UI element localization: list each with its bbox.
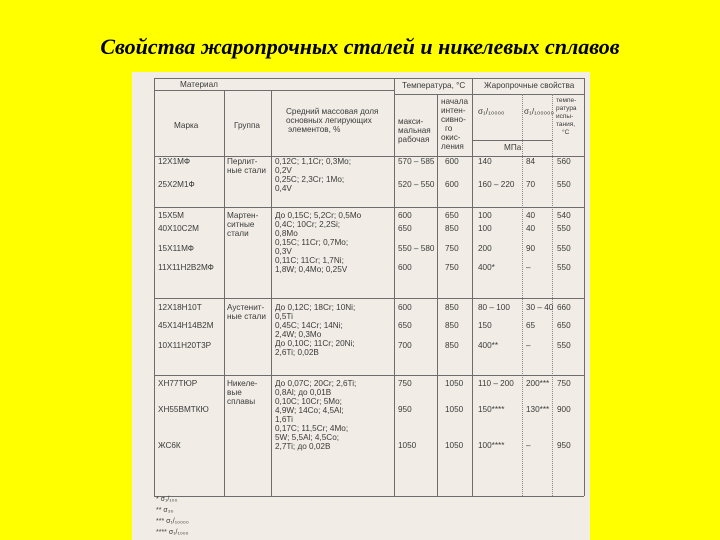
composition-cell: 2,6Ti; 0,02B [275,348,319,357]
value-cell: 1050 [445,405,464,414]
table-border-bottom [154,496,584,497]
value-cell: 90 [526,244,536,253]
value-cell: 660 [557,303,571,312]
value-cell: 850 [445,224,459,233]
value-cell: 650 [557,321,571,330]
value-cell: 560 [557,157,571,166]
table-material-line [154,90,394,91]
value-cell: 70 [526,180,536,189]
composition-cell: 0,17С; 11,5Cr; 4Mo; [275,424,349,433]
header-testtemp-2: ратура [556,105,577,112]
composition-cell: 0,3V [275,247,292,256]
header-oxidation-3: сивно- [441,115,466,124]
composition-cell: 0,15С; 11Cr; 0,7Mo; [275,238,349,247]
value-cell: 750 [445,263,459,272]
composition-cell: До 0,12С; 18Cr; 10Ni; [275,303,356,312]
value-cell: 200 [478,244,492,253]
header-group: Группа [234,121,260,130]
value-cell: 80 – 100 [478,303,510,312]
value-cell: 850 [445,341,459,350]
header-grade: Марка [174,121,199,130]
header-maxtemp-1: макси- [398,117,424,126]
header-composition-2: основных легирующих [286,116,372,125]
value-cell: 550 [557,263,571,272]
value-cell: 650 [398,321,412,330]
value-cell: 1050 [445,379,464,388]
group-cell: Перлит- [227,157,258,166]
footnote: ** σ₃₀ [156,507,174,514]
value-cell: 900 [557,405,571,414]
footnote: *** σ₁/₁₀₀₀₀ [156,518,189,525]
grade-cell: 12Х1МФ [158,157,191,166]
header-testtemp-4: тания, [556,121,576,128]
value-cell: 550 [557,341,571,350]
table-border-right [584,78,585,496]
composition-cell: 1,6Ti [275,415,293,424]
value-cell: 600 [445,180,459,189]
group-cell: Никеле- [227,379,258,388]
value-cell: 650 [398,224,412,233]
header-oxidation-4: го [445,124,453,133]
value-cell: 700 [398,341,412,350]
composition-cell: 0,2V [275,166,292,175]
header-composition-3: элементов, % [288,125,341,134]
composition-cell: 5W; 5,5Al; 4,5Co; [275,433,340,442]
composition-cell: 0,12С; 1,1Cr; 0,3Mo; [275,157,351,166]
value-cell: 1050 [398,441,417,450]
value-cell: 550 – 580 [398,244,435,253]
page-title: Свойства жаропрочных сталей и никелевых сплавов [100,34,620,59]
table-subheader-line [394,94,584,95]
group-cell: Мартен- [227,211,259,220]
header-properties: Жаропрочные свойства [484,81,575,90]
grade-cell: 11Х11Н2В2МФ [158,263,214,272]
group-cell: ные стали [227,312,266,321]
table-border-left [154,78,155,496]
value-cell: 950 [557,441,571,450]
value-cell: 100**** [478,441,505,450]
grade-cell: 40Х10С2М [158,224,199,233]
composition-cell: 2,4W; 0,3Mo [275,330,322,339]
header-composition-1: Средний массовая доля [286,107,379,116]
value-cell: 600 [398,211,412,220]
value-cell: 850 [445,321,459,330]
header-maxtemp-2: мальная [398,126,431,135]
composition-cell: 0,4V [275,184,292,193]
composition-cell: До 0,10С; 11Cr; 20Ni; [275,339,355,348]
group-cell: стали [227,229,249,238]
value-cell: 40 [526,211,536,220]
composition-cell: 2,7Ti; до 0,02B [275,442,331,451]
value-cell: 100 [478,224,492,233]
group-cell: сплавы [227,397,256,406]
composition-cell: 0,11С; 11Cr; 1,7Ni; [275,256,344,265]
value-cell: 1050 [445,441,464,450]
header-temperature: Температура, °С [402,81,466,90]
value-cell: 850 [445,303,459,312]
composition-cell: 0,8Mo [275,229,298,238]
value-cell: 600 [445,157,459,166]
value-cell: 150**** [478,405,505,414]
composition-cell: 0,5Ti [275,312,293,321]
col-divider-maxtemp [437,94,438,496]
value-cell: 750 [557,379,571,388]
group-cell: ситные [227,220,255,229]
header-testtemp-3: испы- [556,113,574,120]
header-oxidation-1: начала [441,97,469,106]
col-divider-group [271,90,272,496]
mpa-line [472,140,552,141]
value-cell: 550 [557,224,571,233]
composition-cell: 0,45С; 14Cr; 14Ni; [275,321,343,330]
composition-cell: 4,9W; 14Co; 4,5Al; [275,406,344,415]
grade-cell: 15Х11МФ [158,244,195,253]
value-cell: 400* [478,263,495,272]
value-cell: 600 [398,263,412,272]
value-cell: 750 [445,244,459,253]
value-cell: 65 [526,321,536,330]
value-cell: 650 [445,211,459,220]
value-cell: 600 [398,303,412,312]
grade-cell: 25Х2М1Ф [158,180,195,189]
grade-cell: ХН77ТЮР [158,379,198,388]
value-cell: 100 [478,211,492,220]
table-header-bottom [154,156,584,157]
value-cell: 30 – 40 [526,303,554,312]
composition-cell: 0,10С; 10Cr; 5Mo; [275,397,342,406]
header-maxtemp-3: рабочая [398,135,430,144]
footnote: **** σ₁/₁₀₀₀ [156,529,189,536]
group-separator [154,298,584,299]
grade-cell: 45Х14Н14В2М [158,321,214,330]
value-cell: 200*** [526,379,550,388]
value-cell: 400** [478,341,499,350]
col-divider-composition [394,78,395,496]
footnote: * σ₁/₁₀₀ [156,496,178,503]
composition-cell: До 0,07С; 20Cr; 2,6Ti; [275,379,357,388]
group-cell: ные стали [227,166,266,175]
value-cell: 750 [398,379,412,388]
group-cell: Аустенит- [227,303,265,312]
value-cell: 570 – 585 [398,157,435,166]
grade-cell: ЖС6К [158,441,181,450]
value-cell: 160 – 220 [478,180,515,189]
value-cell: 540 [557,211,571,220]
composition-cell: 1,8W; 0,4Mo; 0,25V [275,265,348,274]
group-separator [154,375,584,376]
value-cell: – [526,441,531,450]
value-cell: 130*** [526,405,550,414]
group-separator [154,207,584,208]
grade-cell: ХН55ВМТКЮ [158,405,209,414]
scanned-table [132,72,590,540]
value-cell: 110 – 200 [478,379,514,388]
value-cell: – [526,341,531,350]
header-oxidation-2: интен- [441,106,466,115]
composition-cell: 0,25С; 2,3Cr; 1Mo; [275,175,345,184]
value-cell: 84 [526,157,536,166]
grade-cell: 12Х18Н10Т [158,303,202,312]
header-oxidation-6: ления [441,142,464,151]
composition-cell: 0,4С; 10Cr; 2,2Si; [275,220,341,229]
header-oxidation-5: окис- [441,133,461,142]
value-cell: – [526,263,531,272]
grade-cell: 10Х11Н20Т3Р [158,341,212,350]
header-sigma2: σ₁/₁₀₀₀₀₀ [524,107,554,116]
value-cell: 950 [398,405,412,414]
table-border-top [154,78,584,79]
composition-cell: 0,8Al; до 0,01B [275,388,332,397]
group-cell: вые [227,388,242,397]
value-cell: 520 – 550 [398,180,435,189]
value-cell: 140 [478,157,492,166]
header-material: Материал [180,80,218,89]
value-cell: 550 [557,244,571,253]
header-testtemp-1: темпе- [556,97,577,104]
header-sigma1: σ₁/₁₀₀₀₀ [478,107,505,116]
value-cell: 550 [557,180,571,189]
header-mpa: МПа [504,143,522,152]
composition-cell: До 0,15С; 5,2Cr; 0,5Mo [275,211,362,220]
col-divider-sigma1 [522,94,523,496]
value-cell: 40 [526,224,536,233]
grade-cell: 15Х5М [158,211,184,220]
col-divider-grade [224,90,225,496]
header-testtemp-5: °С [562,129,570,136]
value-cell: 150 [478,321,492,330]
col-divider-sigma2 [552,94,553,496]
